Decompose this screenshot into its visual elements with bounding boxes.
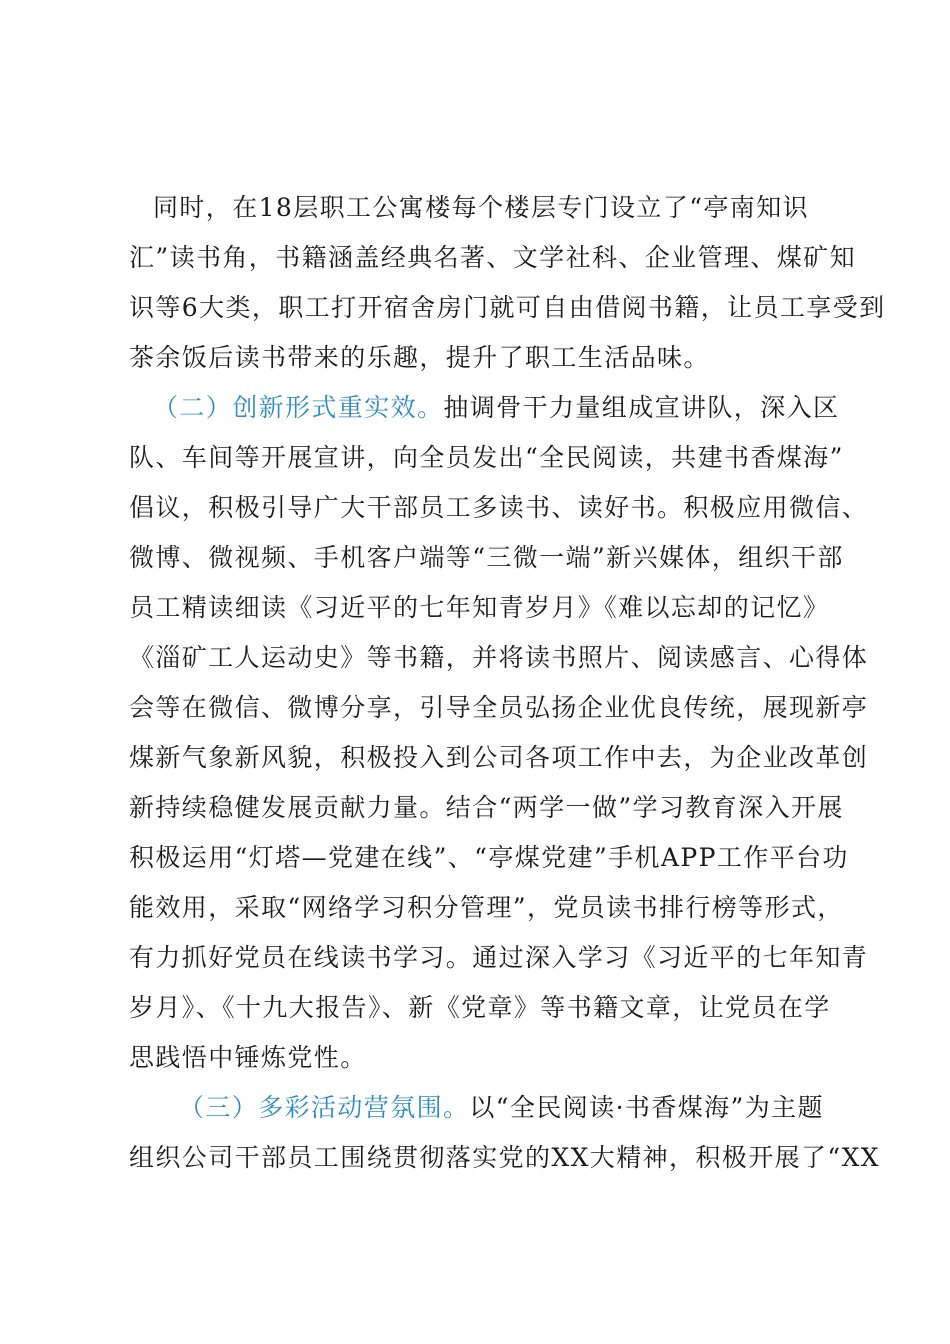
text-line: 积极运用“灯塔—党建在线”、“亭煤党建”手机APP工作平台功	[129, 843, 849, 872]
text-line: 汇”读书角，书籍涵盖经典名著、文学社科、企业管理、煤矿知	[129, 243, 856, 272]
section-heading-3: （三）多彩活动营氛围。	[179, 1093, 470, 1122]
text-line: 新持续稳健发展贡献力量。结合“两学一做”学习教育深入开展	[129, 793, 844, 822]
text-line: 有力抓好党员在线读书学习。通过深入学习《习近平的七年知青	[129, 943, 869, 972]
text-line-content: 抽调骨干力量组成宣讲队，深入区	[443, 393, 840, 422]
text-line: 茶余饭后读书带来的乐趣，提升了职工生活品味。	[129, 343, 710, 372]
text-line: 煤新气象新风貌，积极投入到公司各项工作中去，为企业改革创	[129, 743, 869, 772]
text-line: 组织公司干部员工围绕贯彻落实党的XX大精神，积极开展了“XX	[129, 1143, 880, 1172]
text-line-content: 以“全民阅读·书香煤海”为主题	[469, 1093, 824, 1122]
paragraph-innovation	[129, 383, 869, 1083]
text-line	[129, 1083, 859, 1133]
text-line: 能效用，采取“网络学习积分管理”，党员读书排行榜等形式，	[129, 893, 844, 922]
text-line: 《淄矿工人运动史》等书籍，并将读书照片、阅读感言、心得体	[129, 643, 869, 672]
text-line: 思践悟中锤炼党性。	[129, 1043, 367, 1072]
document-body	[129, 183, 886, 1183]
text-line	[129, 383, 859, 433]
text-line: 微博、微视频、手机客户端等“三微一端”新兴媒体，组织干部	[129, 543, 844, 572]
section-heading-2: （二）创新形式重实效。	[153, 393, 444, 422]
text-line: 倡议，积极引导广大干部员工多读书、读好书。积极应用微信、	[129, 493, 869, 522]
text-line: 员工精读细读《习近平的七年知青岁月》《难以忘却的记忆》	[129, 593, 830, 622]
paragraph-activities	[129, 1083, 880, 1183]
text-line: 同时，在18层职工公寓楼每个楼层专门设立了“亭南知识	[153, 193, 809, 222]
paragraph-reading-corner	[129, 183, 886, 383]
text-line: 队、车间等开展宣讲，向全员发出“全民阅读，共建书香煤海”	[129, 443, 844, 472]
text-line: 岁月》、《十九大报告》、新《党章》等书籍文章，让党员在学	[129, 993, 831, 1022]
text-line: 识等6大类，职工打开宿舍房门就可自由借阅书籍，让员工享受到	[129, 293, 886, 322]
text-line: 会等在微信、微博分享，引导全员弘扬企业优良传统，展现新亭	[129, 693, 869, 722]
